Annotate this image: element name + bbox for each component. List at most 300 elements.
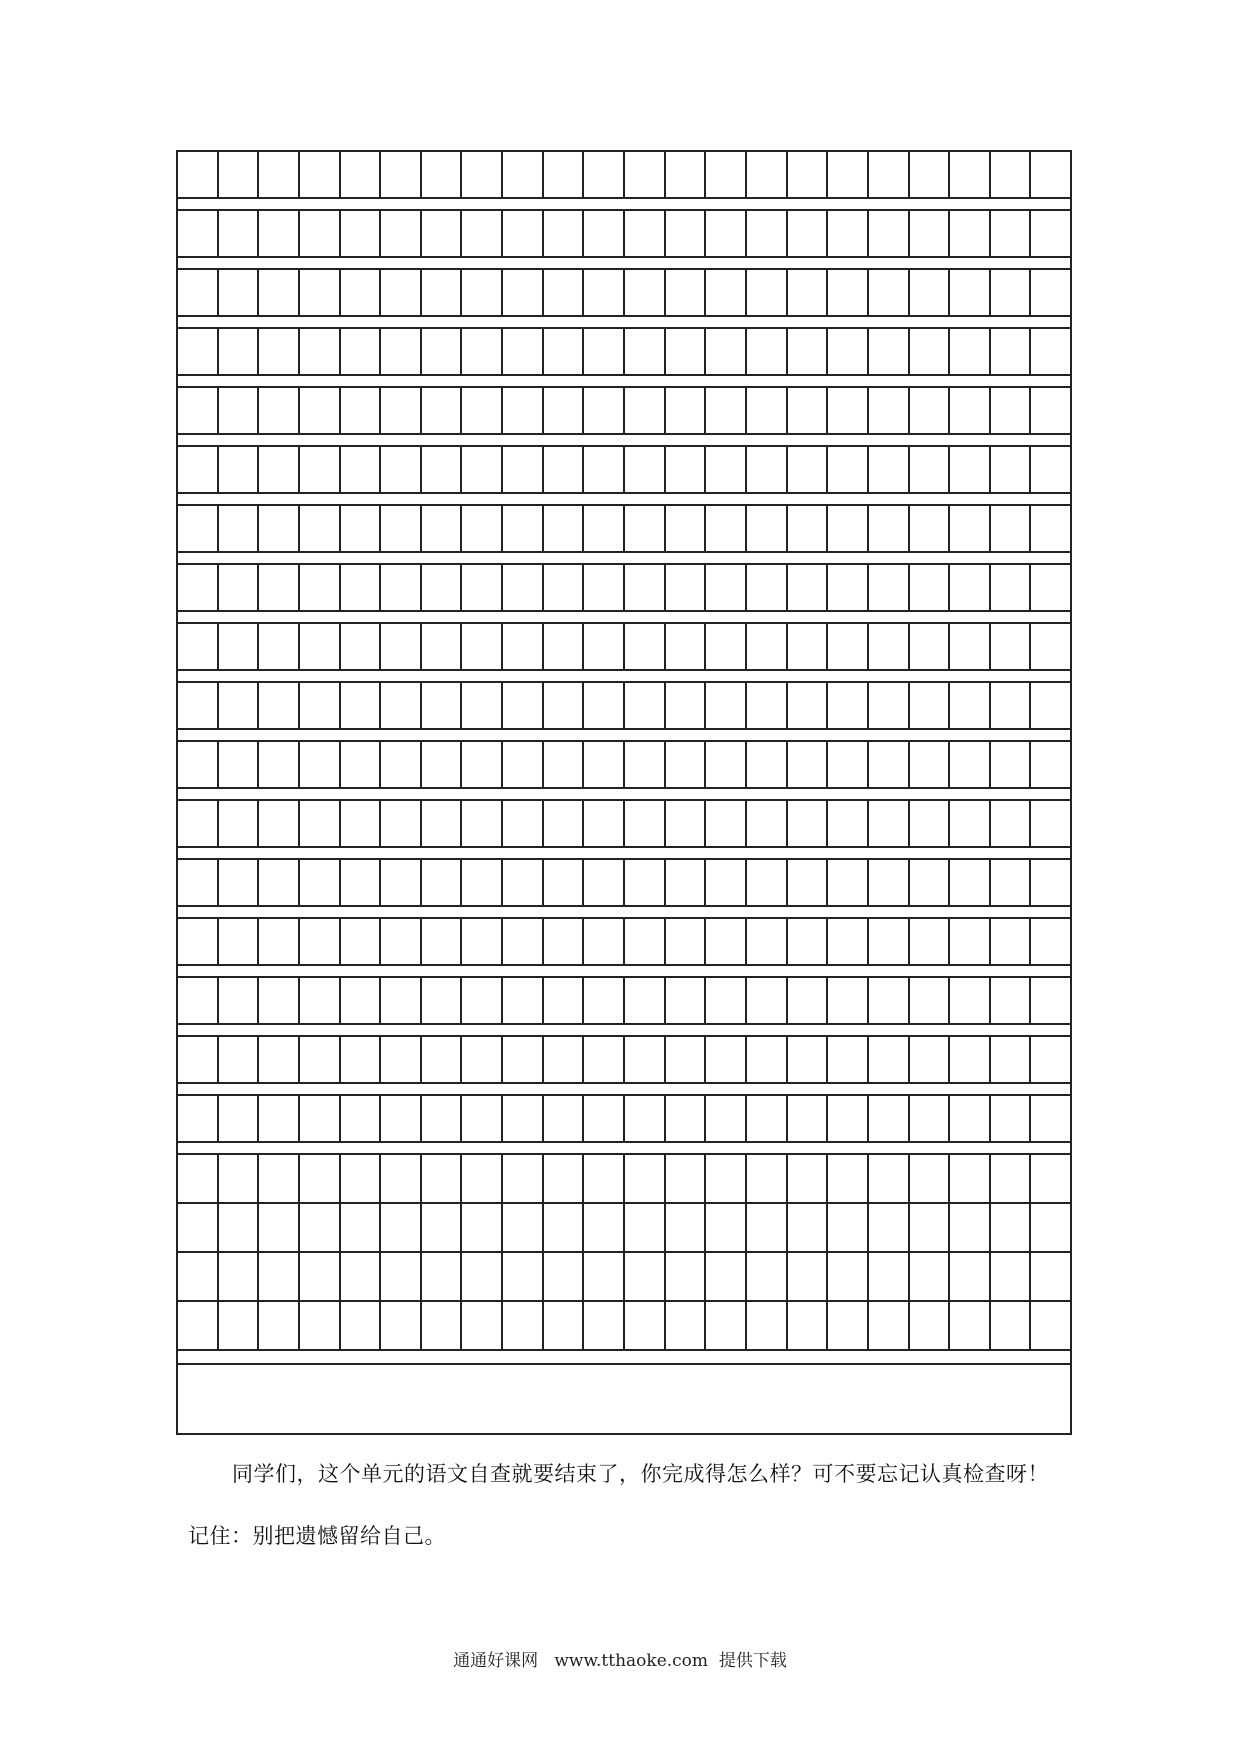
grid-cell[interactable] — [300, 1096, 341, 1141]
grid-cell[interactable] — [259, 447, 300, 492]
grid-cell[interactable] — [219, 152, 260, 197]
grid-cell[interactable] — [1031, 565, 1070, 610]
grid-cell[interactable] — [219, 1302, 260, 1349]
grid-cell[interactable] — [503, 683, 544, 728]
grid-cell[interactable] — [869, 683, 910, 728]
grid-cell[interactable] — [666, 624, 707, 669]
grid-cell[interactable] — [259, 919, 300, 964]
grid-cell[interactable] — [625, 1302, 666, 1349]
grid-cell[interactable] — [544, 1204, 585, 1251]
grid-cell[interactable] — [910, 506, 951, 551]
grid-cell[interactable] — [381, 742, 422, 787]
grid-cell[interactable] — [828, 270, 869, 315]
grid-cell[interactable] — [300, 1155, 341, 1202]
grid-cell[interactable] — [1031, 1155, 1070, 1202]
grid-cell[interactable] — [991, 801, 1032, 846]
grid-cell[interactable] — [584, 388, 625, 433]
grid-cell[interactable] — [910, 624, 951, 669]
grid-cell[interactable] — [869, 1155, 910, 1202]
grid-cell[interactable] — [666, 1155, 707, 1202]
grid-cell[interactable] — [178, 1204, 219, 1251]
grid-cell[interactable] — [503, 152, 544, 197]
grid-cell[interactable] — [381, 447, 422, 492]
grid-cell[interactable] — [341, 742, 382, 787]
grid-cell[interactable] — [544, 683, 585, 728]
grid-cell[interactable] — [910, 211, 951, 256]
grid-cell[interactable] — [950, 683, 991, 728]
grid-cell[interactable] — [503, 978, 544, 1023]
grid-cell[interactable] — [422, 860, 463, 905]
grid-cell[interactable] — [625, 742, 666, 787]
grid-cell[interactable] — [788, 1204, 829, 1251]
grid-cell[interactable] — [706, 683, 747, 728]
grid-cell[interactable] — [747, 211, 788, 256]
grid-cell[interactable] — [950, 624, 991, 669]
grid-cell[interactable] — [706, 447, 747, 492]
grid-cell[interactable] — [219, 801, 260, 846]
grid-cell[interactable] — [219, 1204, 260, 1251]
grid-cell[interactable] — [869, 1253, 910, 1300]
grid-cell[interactable] — [869, 742, 910, 787]
grid-cell[interactable] — [950, 388, 991, 433]
grid-cell[interactable] — [950, 1302, 991, 1349]
grid-cell[interactable] — [828, 388, 869, 433]
grid-cell[interactable] — [462, 978, 503, 1023]
grid-cell[interactable] — [1031, 1204, 1070, 1251]
grid-cell[interactable] — [747, 978, 788, 1023]
grid-cell[interactable] — [869, 211, 910, 256]
grid-cell[interactable] — [544, 1302, 585, 1349]
grid-cell[interactable] — [381, 919, 422, 964]
grid-cell[interactable] — [625, 919, 666, 964]
grid-cell[interactable] — [747, 801, 788, 846]
grid-cell[interactable] — [950, 1096, 991, 1141]
grid-cell[interactable] — [950, 506, 991, 551]
grid-cell[interactable] — [259, 152, 300, 197]
grid-cell[interactable] — [219, 860, 260, 905]
grid-cell[interactable] — [828, 1155, 869, 1202]
grid-cell[interactable] — [300, 1253, 341, 1300]
grid-cell[interactable] — [910, 329, 951, 374]
grid-cell[interactable] — [625, 1155, 666, 1202]
grid-cell[interactable] — [625, 329, 666, 374]
grid-cell[interactable] — [706, 1037, 747, 1082]
grid-cell[interactable] — [828, 801, 869, 846]
grid-cell[interactable] — [219, 447, 260, 492]
grid-cell[interactable] — [991, 211, 1032, 256]
grid-cell[interactable] — [584, 978, 625, 1023]
grid-cell[interactable] — [625, 624, 666, 669]
grid-cell[interactable] — [666, 211, 707, 256]
grid-cell[interactable] — [584, 801, 625, 846]
grid-cell[interactable] — [706, 506, 747, 551]
grid-cell[interactable] — [910, 1253, 951, 1300]
grid-cell[interactable] — [544, 860, 585, 905]
grid-cell[interactable] — [259, 1155, 300, 1202]
grid-cell[interactable] — [991, 919, 1032, 964]
grid-cell[interactable] — [462, 801, 503, 846]
grid-cell[interactable] — [706, 860, 747, 905]
grid-cell[interactable] — [788, 978, 829, 1023]
grid-cell[interactable] — [666, 329, 707, 374]
grid-cell[interactable] — [381, 683, 422, 728]
grid-cell[interactable] — [950, 1253, 991, 1300]
grid-cell[interactable] — [178, 270, 219, 315]
grid-cell[interactable] — [625, 270, 666, 315]
grid-cell[interactable] — [991, 1037, 1032, 1082]
grid-cell[interactable] — [1031, 860, 1070, 905]
grid-cell[interactable] — [462, 742, 503, 787]
grid-cell[interactable] — [422, 506, 463, 551]
grid-cell[interactable] — [544, 152, 585, 197]
grid-cell[interactable] — [584, 1302, 625, 1349]
grid-cell[interactable] — [381, 388, 422, 433]
grid-cell[interactable] — [259, 1204, 300, 1251]
grid-cell[interactable] — [625, 1037, 666, 1082]
grid-cell[interactable] — [422, 978, 463, 1023]
grid-cell[interactable] — [544, 329, 585, 374]
grid-cell[interactable] — [828, 447, 869, 492]
grid-cell[interactable] — [747, 683, 788, 728]
grid-cell[interactable] — [788, 565, 829, 610]
grid-cell[interactable] — [503, 565, 544, 610]
grid-cell[interactable] — [503, 1037, 544, 1082]
grid-cell[interactable] — [219, 388, 260, 433]
grid-cell[interactable] — [462, 860, 503, 905]
grid-cell[interactable] — [503, 1302, 544, 1349]
grid-cell[interactable] — [828, 1302, 869, 1349]
grid-cell[interactable] — [381, 1302, 422, 1349]
grid-cell[interactable] — [666, 1096, 707, 1141]
grid-cell[interactable] — [341, 860, 382, 905]
grid-cell[interactable] — [300, 801, 341, 846]
grid-cell[interactable] — [1031, 270, 1070, 315]
grid-cell[interactable] — [341, 388, 382, 433]
grid-cell[interactable] — [950, 447, 991, 492]
grid-cell[interactable] — [178, 1302, 219, 1349]
grid-cell[interactable] — [544, 1096, 585, 1141]
grid-cell[interactable] — [869, 152, 910, 197]
grid-cell[interactable] — [422, 1302, 463, 1349]
grid-cell[interactable] — [910, 978, 951, 1023]
grid-cell[interactable] — [422, 1037, 463, 1082]
grid-cell[interactable] — [869, 978, 910, 1023]
grid-cell[interactable] — [666, 270, 707, 315]
grid-cell[interactable] — [991, 152, 1032, 197]
grid-cell[interactable] — [828, 565, 869, 610]
grid-cell[interactable] — [869, 1096, 910, 1141]
grid-cell[interactable] — [666, 978, 707, 1023]
grid-cell[interactable] — [991, 860, 1032, 905]
grid-cell[interactable] — [910, 742, 951, 787]
grid-cell[interactable] — [828, 683, 869, 728]
grid-cell[interactable] — [259, 978, 300, 1023]
grid-cell[interactable] — [950, 329, 991, 374]
grid-cell[interactable] — [788, 506, 829, 551]
grid-cell[interactable] — [910, 1155, 951, 1202]
grid-cell[interactable] — [381, 1155, 422, 1202]
grid-cell[interactable] — [178, 565, 219, 610]
grid-cell[interactable] — [625, 211, 666, 256]
grid-cell[interactable] — [381, 506, 422, 551]
grid-cell[interactable] — [869, 565, 910, 610]
grid-cell[interactable] — [584, 1096, 625, 1141]
grid-cell[interactable] — [706, 565, 747, 610]
grid-cell[interactable] — [625, 388, 666, 433]
grid-cell[interactable] — [178, 1253, 219, 1300]
grid-cell[interactable] — [910, 801, 951, 846]
grid-cell[interactable] — [788, 1253, 829, 1300]
grid-cell[interactable] — [869, 1037, 910, 1082]
grid-cell[interactable] — [625, 152, 666, 197]
grid-cell[interactable] — [219, 624, 260, 669]
grid-cell[interactable] — [706, 1253, 747, 1300]
grid-cell[interactable] — [503, 506, 544, 551]
grid-cell[interactable] — [869, 801, 910, 846]
grid-cell[interactable] — [869, 388, 910, 433]
grid-cell[interactable] — [666, 1037, 707, 1082]
grid-cell[interactable] — [910, 1302, 951, 1349]
grid-cell[interactable] — [788, 860, 829, 905]
grid-cell[interactable] — [300, 919, 341, 964]
grid-cell[interactable] — [422, 1253, 463, 1300]
grid-cell[interactable] — [828, 1204, 869, 1251]
grid-cell[interactable] — [259, 329, 300, 374]
grid-cell[interactable] — [747, 1096, 788, 1141]
grid-cell[interactable] — [991, 742, 1032, 787]
grid-cell[interactable] — [219, 211, 260, 256]
grid-cell[interactable] — [584, 683, 625, 728]
grid-cell[interactable] — [259, 1096, 300, 1141]
grid-cell[interactable] — [462, 1037, 503, 1082]
grid-cell[interactable] — [950, 919, 991, 964]
grid-cell[interactable] — [828, 152, 869, 197]
grid-cell[interactable] — [300, 1302, 341, 1349]
grid-cell[interactable] — [788, 211, 829, 256]
grid-cell[interactable] — [178, 801, 219, 846]
grid-cell[interactable] — [341, 978, 382, 1023]
grid-cell[interactable] — [422, 329, 463, 374]
grid-cell[interactable] — [544, 565, 585, 610]
grid-cell[interactable] — [869, 1302, 910, 1349]
grid-cell[interactable] — [666, 506, 707, 551]
grid-cell[interactable] — [422, 683, 463, 728]
grid-cell[interactable] — [950, 211, 991, 256]
grid-cell[interactable] — [788, 801, 829, 846]
grid-cell[interactable] — [747, 742, 788, 787]
grid-cell[interactable] — [1031, 742, 1070, 787]
grid-cell[interactable] — [544, 978, 585, 1023]
grid-cell[interactable] — [259, 270, 300, 315]
grid-cell[interactable] — [503, 742, 544, 787]
grid-cell[interactable] — [544, 1253, 585, 1300]
grid-cell[interactable] — [625, 978, 666, 1023]
grid-cell[interactable] — [828, 329, 869, 374]
grid-cell[interactable] — [178, 978, 219, 1023]
grid-cell[interactable] — [706, 801, 747, 846]
grid-cell[interactable] — [178, 742, 219, 787]
grid-cell[interactable] — [219, 1155, 260, 1202]
grid-cell[interactable] — [584, 270, 625, 315]
grid-cell[interactable] — [544, 270, 585, 315]
grid-cell[interactable] — [422, 742, 463, 787]
grid-cell[interactable] — [219, 1253, 260, 1300]
grid-cell[interactable] — [991, 447, 1032, 492]
grid-cell[interactable] — [503, 388, 544, 433]
grid-cell[interactable] — [584, 447, 625, 492]
grid-cell[interactable] — [666, 860, 707, 905]
grid-cell[interactable] — [341, 1155, 382, 1202]
grid-cell[interactable] — [1031, 1037, 1070, 1082]
grid-cell[interactable] — [788, 447, 829, 492]
grid-cell[interactable] — [178, 329, 219, 374]
grid-cell[interactable] — [747, 152, 788, 197]
grid-cell[interactable] — [991, 1096, 1032, 1141]
grid-cell[interactable] — [219, 1096, 260, 1141]
grid-cell[interactable] — [381, 1096, 422, 1141]
grid-cell[interactable] — [422, 152, 463, 197]
grid-cell[interactable] — [259, 801, 300, 846]
grid-cell[interactable] — [381, 565, 422, 610]
grid-cell[interactable] — [747, 506, 788, 551]
grid-cell[interactable] — [259, 683, 300, 728]
grid-cell[interactable] — [828, 919, 869, 964]
grid-cell[interactable] — [991, 329, 1032, 374]
grid-cell[interactable] — [828, 978, 869, 1023]
grid-cell[interactable] — [503, 329, 544, 374]
grid-cell[interactable] — [869, 447, 910, 492]
grid-cell[interactable] — [462, 270, 503, 315]
grid-cell[interactable] — [544, 624, 585, 669]
grid-cell[interactable] — [341, 506, 382, 551]
grid-cell[interactable] — [1031, 152, 1070, 197]
grid-cell[interactable] — [422, 801, 463, 846]
grid-cell[interactable] — [584, 624, 625, 669]
grid-cell[interactable] — [828, 1037, 869, 1082]
grid-cell[interactable] — [178, 447, 219, 492]
grid-cell[interactable] — [1031, 506, 1070, 551]
grid-cell[interactable] — [828, 860, 869, 905]
grid-cell[interactable] — [828, 1096, 869, 1141]
grid-cell[interactable] — [462, 211, 503, 256]
grid-cell[interactable] — [300, 565, 341, 610]
grid-cell[interactable] — [706, 1204, 747, 1251]
grid-cell[interactable] — [991, 1253, 1032, 1300]
grid-cell[interactable] — [788, 1302, 829, 1349]
grid-cell[interactable] — [869, 329, 910, 374]
grid-cell[interactable] — [544, 742, 585, 787]
grid-cell[interactable] — [747, 1037, 788, 1082]
grid-cell[interactable] — [219, 270, 260, 315]
grid-cell[interactable] — [1031, 1302, 1070, 1349]
grid-cell[interactable] — [1031, 447, 1070, 492]
grid-cell[interactable] — [869, 624, 910, 669]
grid-cell[interactable] — [544, 211, 585, 256]
grid-cell[interactable] — [950, 801, 991, 846]
grid-cell[interactable] — [747, 624, 788, 669]
grid-cell[interactable] — [219, 683, 260, 728]
grid-cell[interactable] — [991, 1204, 1032, 1251]
grid-cell[interactable] — [706, 329, 747, 374]
grid-cell[interactable] — [910, 388, 951, 433]
grid-cell[interactable] — [219, 329, 260, 374]
grid-cell[interactable] — [462, 919, 503, 964]
grid-cell[interactable] — [381, 624, 422, 669]
grid-cell[interactable] — [1031, 388, 1070, 433]
grid-cell[interactable] — [462, 565, 503, 610]
grid-cell[interactable] — [503, 1096, 544, 1141]
grid-cell[interactable] — [706, 388, 747, 433]
grid-cell[interactable] — [341, 329, 382, 374]
grid-cell[interactable] — [869, 860, 910, 905]
grid-cell[interactable] — [503, 801, 544, 846]
grid-cell[interactable] — [584, 152, 625, 197]
grid-cell[interactable] — [991, 565, 1032, 610]
grid-cell[interactable] — [422, 447, 463, 492]
grid-cell[interactable] — [706, 742, 747, 787]
grid-cell[interactable] — [788, 1037, 829, 1082]
grid-cell[interactable] — [747, 1302, 788, 1349]
grid-cell[interactable] — [422, 211, 463, 256]
grid-cell[interactable] — [1031, 919, 1070, 964]
grid-cell[interactable] — [178, 624, 219, 669]
grid-cell[interactable] — [788, 919, 829, 964]
grid-cell[interactable] — [788, 270, 829, 315]
grid-cell[interactable] — [341, 801, 382, 846]
grid-cell[interactable] — [950, 1155, 991, 1202]
grid-cell[interactable] — [584, 565, 625, 610]
grid-cell[interactable] — [300, 742, 341, 787]
grid-cell[interactable] — [584, 1204, 625, 1251]
grid-cell[interactable] — [950, 152, 991, 197]
grid-cell[interactable] — [706, 1302, 747, 1349]
grid-cell[interactable] — [910, 1096, 951, 1141]
grid-cell[interactable] — [625, 1096, 666, 1141]
grid-cell[interactable] — [666, 1204, 707, 1251]
grid-cell[interactable] — [747, 388, 788, 433]
grid-cell[interactable] — [625, 683, 666, 728]
grid-cell[interactable] — [584, 329, 625, 374]
grid-cell[interactable] — [828, 506, 869, 551]
grid-cell[interactable] — [178, 1155, 219, 1202]
grid-cell[interactable] — [544, 919, 585, 964]
grid-cell[interactable] — [503, 1253, 544, 1300]
grid-cell[interactable] — [300, 978, 341, 1023]
grid-cell[interactable] — [422, 388, 463, 433]
grid-cell[interactable] — [503, 1204, 544, 1251]
grid-cell[interactable] — [625, 860, 666, 905]
grid-cell[interactable] — [666, 447, 707, 492]
grid-cell[interactable] — [747, 270, 788, 315]
grid-cell[interactable] — [910, 152, 951, 197]
grid-cell[interactable] — [341, 211, 382, 256]
grid-cell[interactable] — [462, 388, 503, 433]
grid-cell[interactable] — [706, 978, 747, 1023]
grid-cell[interactable] — [341, 683, 382, 728]
grid-cell[interactable] — [950, 1204, 991, 1251]
grid-cell[interactable] — [869, 506, 910, 551]
grid-cell[interactable] — [341, 919, 382, 964]
grid-cell[interactable] — [219, 742, 260, 787]
grid-cell[interactable] — [341, 624, 382, 669]
grid-cell[interactable] — [544, 506, 585, 551]
grid-cell[interactable] — [1031, 1253, 1070, 1300]
grid-cell[interactable] — [503, 270, 544, 315]
grid-cell[interactable] — [788, 388, 829, 433]
grid-cell[interactable] — [584, 919, 625, 964]
grid-cell[interactable] — [747, 1253, 788, 1300]
grid-cell[interactable] — [178, 1096, 219, 1141]
